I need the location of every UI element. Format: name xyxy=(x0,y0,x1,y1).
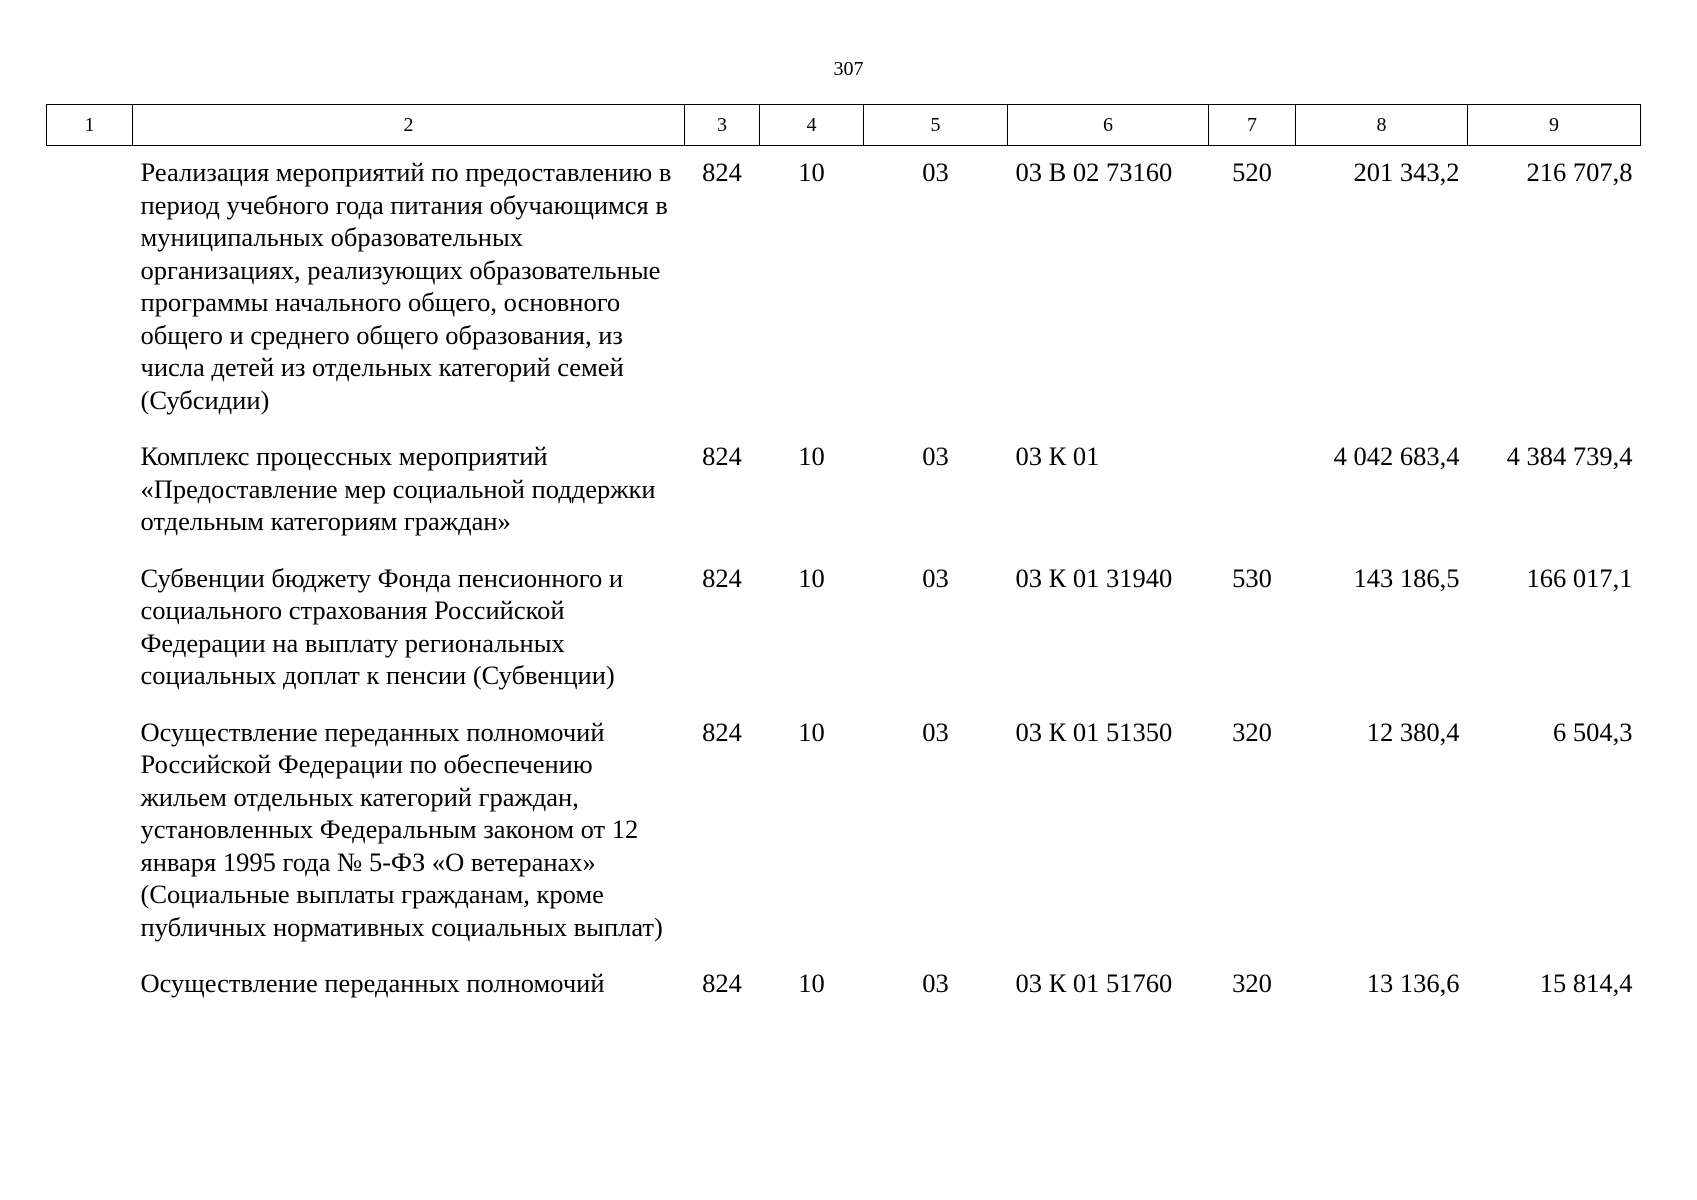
expense-type-code: 530 xyxy=(1232,562,1272,593)
amount-col-8: 4 042 683,4 xyxy=(1333,441,1460,471)
row-number-cell xyxy=(47,704,133,956)
table-body xyxy=(47,146,1641,1012)
header-row xyxy=(47,105,1641,146)
subsection-code: 03 xyxy=(922,562,949,593)
ministry-code: 824 xyxy=(702,968,742,998)
subsection-code: 03 xyxy=(922,968,949,998)
header-col-8: 8 xyxy=(1296,105,1468,146)
section-code: 10 xyxy=(798,968,825,998)
header-col-3: 3 xyxy=(685,105,760,146)
subsection-code: 03 xyxy=(922,716,949,747)
target-article-code: 03 К 01 51350 xyxy=(1015,716,1173,747)
ministry-code: 824 xyxy=(702,716,742,747)
row-number-cell xyxy=(47,146,133,429)
header-col-6: 6 xyxy=(1008,105,1209,146)
amount-col-9: 216 707,8 xyxy=(1526,157,1633,187)
budget-table xyxy=(46,104,1641,1012)
target-article-code: 03 К 01 xyxy=(1015,441,1100,471)
page-number: 307 xyxy=(833,58,864,80)
table-header xyxy=(47,105,1641,146)
header-col-7: 7 xyxy=(1209,105,1296,146)
ministry-code: 824 xyxy=(702,562,742,593)
expense-type-code: 320 xyxy=(1232,968,1272,998)
amount-col-9: 15 814,4 xyxy=(1539,968,1633,998)
item-name: Осуществление переданных полномочий Российской Федерации по обеспечению жильем отдельных категорий граждан, установленных Федеральным законом от 12 января 1995 года № 5-ФЗ «О ветеранах» (Социальные выплаты гражданам, кроме публичных нормативных социальных выплат) xyxy=(140,716,663,942)
ministry-code: 824 xyxy=(702,157,742,187)
header-col-9: 9 xyxy=(1468,105,1641,146)
expense-type-code xyxy=(1209,428,1296,550)
item-name: Осуществление переданных полномочий xyxy=(140,968,605,998)
amount-col-8: 201 343,2 xyxy=(1353,157,1460,187)
header-col-4: 4 xyxy=(760,105,864,146)
table-row xyxy=(47,704,1641,956)
target-article-code: 03 В 02 73160 xyxy=(1015,157,1173,187)
table-row xyxy=(47,146,1641,429)
amount-col-9: 166 017,1 xyxy=(1526,562,1633,593)
subsection-code: 03 xyxy=(922,157,949,187)
header-col-5: 5 xyxy=(864,105,1008,146)
section-code: 10 xyxy=(798,716,825,747)
row-number-cell xyxy=(47,550,133,704)
target-article-code: 03 К 01 51760 xyxy=(1015,968,1173,998)
table-row xyxy=(47,550,1641,704)
row-number-cell xyxy=(47,955,133,1012)
expense-type-code: 320 xyxy=(1232,716,1272,747)
amount-col-9: 6 504,3 xyxy=(1553,716,1633,747)
amount-col-8: 12 380,4 xyxy=(1366,716,1460,747)
header-col-1: 1 xyxy=(47,105,133,146)
subsection-code: 03 xyxy=(922,441,949,471)
section-code: 10 xyxy=(798,157,825,187)
amount-col-8: 13 136,6 xyxy=(1366,968,1460,998)
table-row xyxy=(47,428,1641,550)
item-name: Комплекс процессных мероприятий «Предоставление мер социальной поддержки отдельным категориям граждан» xyxy=(140,441,656,536)
amount-col-8: 143 186,5 xyxy=(1353,562,1460,593)
ministry-code: 824 xyxy=(702,441,742,471)
target-article-code: 03 К 01 31940 xyxy=(1015,562,1173,593)
expense-type-code: 520 xyxy=(1232,157,1272,187)
amount-col-9: 4 384 739,4 xyxy=(1506,441,1633,471)
item-name: Субвенции бюджету Фонда пенсионного и социального страхования Российской Федерации на выплату региональных социальных доплат к пенсии (Субвенции) xyxy=(140,562,624,690)
header-col-2: 2 xyxy=(133,105,685,146)
section-code: 10 xyxy=(798,441,825,471)
row-number-cell xyxy=(47,428,133,550)
table-row xyxy=(47,955,1641,1012)
item-name: Реализация мероприятий по предоставлению в период учебного года питания обучающимся в муниципальных образовательных организациях, реализующих образовательные программы начального общего, основного общего и среднего общего образования, из числа детей из отдельных категорий семей (Субсидии) xyxy=(140,157,672,415)
section-code: 10 xyxy=(798,562,825,593)
